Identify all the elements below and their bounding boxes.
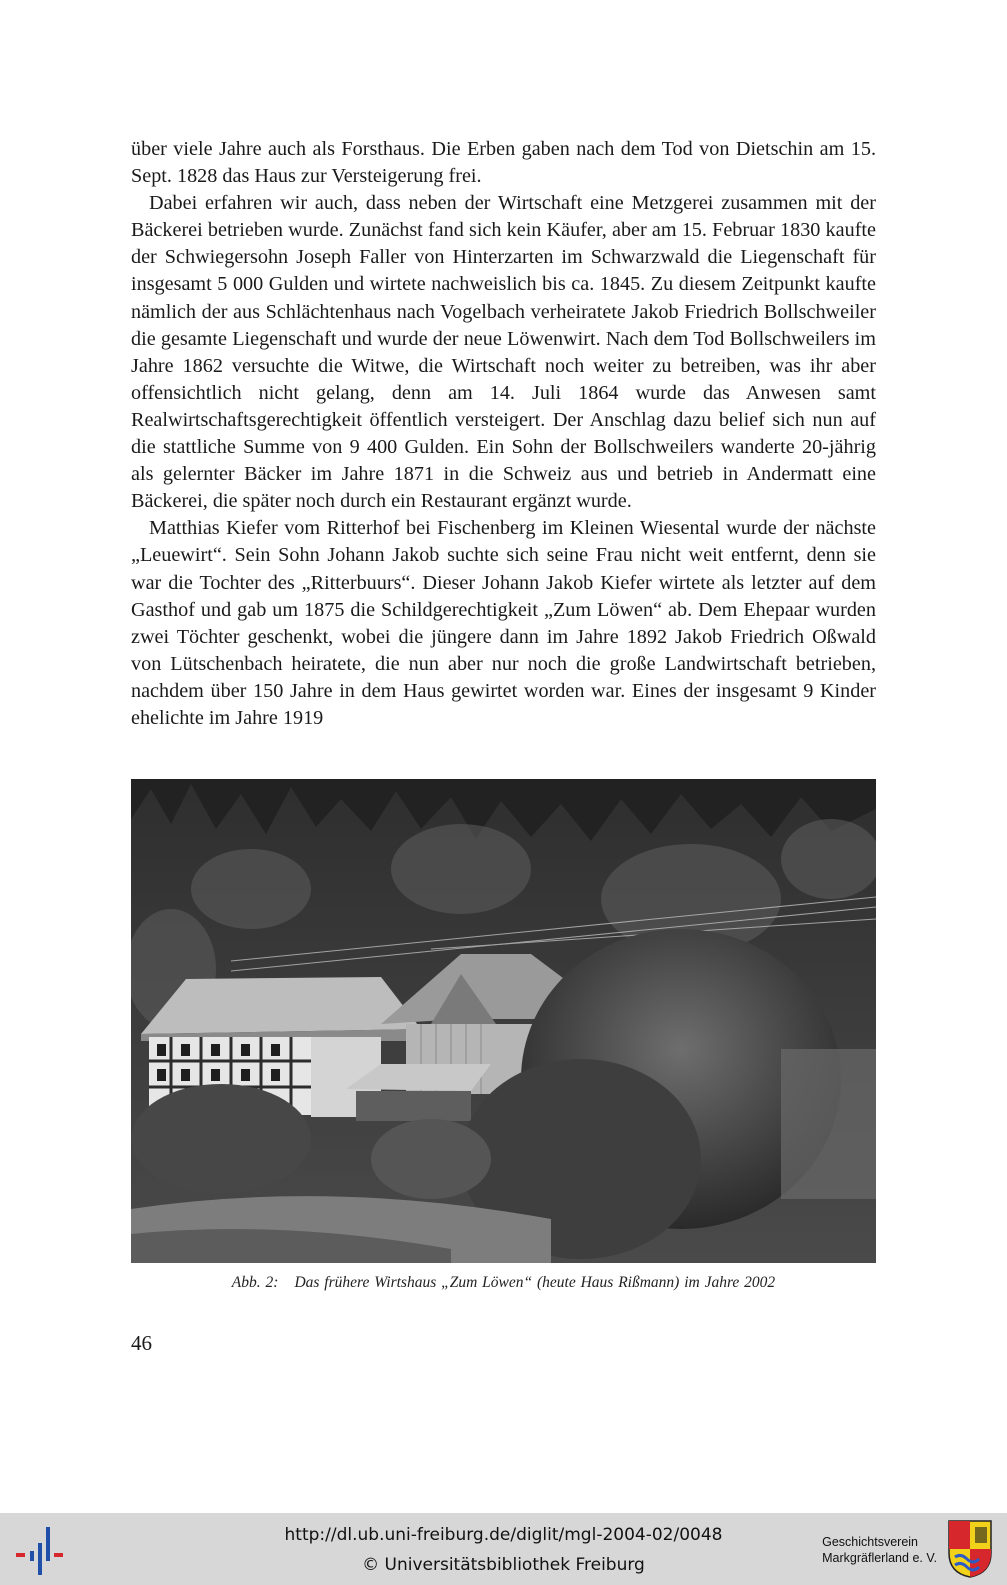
page-number: 46 [131,1331,152,1355]
figure-photo [131,779,876,1263]
paragraph-1: über viele Jahre auch als Forsthaus. Die Erben gaben nach dem Tod von Dietschin am 15. Sept. 1828 das Haus zur Versteigerung frei. [131,138,876,188]
footer-org-line1: Geschichtsverein [822,1535,918,1549]
figure-caption-text: Das frühere Wirtshaus „Zum Löwen“ (heute Haus Rißmann) im Jahre 2002 [294,1274,776,1291]
figure-caption [131,1274,876,1292]
footer-org-line2: Markgräflerland e. V. [822,1551,937,1565]
footer-copyright: © Universitätsbibliothek Freiburg [362,1555,645,1575]
body-text [131,136,876,732]
paragraph-2: Dabei erfahren wir auch, dass neben der Wirtschaft eine Metzgerei zusammen mit der Bäckerei betrieben wurde. Zunächst fand sich kein Käufer, aber am 15. Februar 1830 kaufte der Schwiegersohn Joseph Faller von Hinterzarten im Schwarzwald die Liegenschaft für insgesamt 5 000 Gulden und wirtete nachweislich bis ca. 1845. Zu diesem Zeitpunkt kaufte nämlich der aus Schlächtenhaus nach Vogelbach verheiratete Jakob Friedrich Bollschweiler die gesamte Liegenschaft und wurde der neue Löwenwirt. Nach dem Tod Bollschweilers im Jahre 1862 versuchte die Witwe, die Wirtschaft noch weiter zu betreiben, was ihr aber offensichtlich nicht gelang, denn am 14. Juli 1864 wurde das Anwesen samt Realwirtschaftsgerechtigkeit öffentlich versteigert. Der Anschlag dazu belief sich nun auf die stattliche Summe von 9 400 Gulden. Ein Sohn der Bollschweilers wanderte 20-jährig als gelernter Bäcker im Jahre 1871 in die Schweiz aus und betrieb in Andermatt eine Bäckerei, die später noch durch ein Restaurant ergänzt wurde. [131,192,876,513]
paragraph-3: Matthias Kiefer vom Ritterhof bei Fischenberg im Kleinen Wiesental wurde der nächste „Leuewirt“. Sein Sohn Johann Jakob suchte sich seine Frau nicht weit entfernt, denn sie war die Tochter des „Ritterbuurs“. Dieser Johann Jakob Kiefer wirtete als letzter auf dem Gasthof und gab um 1875 die Schildgerechtigkeit „Zum Löwen“ ab. Dem Ehepaar wurden zwei Töchter geschenkt, wobei die jüngere dann im Jahre 1892 Jakob Friedrich Oßwald von Lütschenbach heiratete, die nun aber nur noch die große Landwirtschaft betrieben, nachdem über 150 Jahre in dem Haus gewirtet worden war. Eines der insgesamt 9 Kinder ehelichte im Jahre 1919 [131,517,876,729]
footer-org-name [822,1534,937,1566]
figure-label: Abb. 2: [231,1274,279,1291]
footer-url-link[interactable]: http://dl.ub.uni-freiburg.de/diglit/mgl-2004-02/0048 [284,1525,723,1545]
footer-bar [0,1513,1007,1585]
crest-icon [947,1519,993,1579]
